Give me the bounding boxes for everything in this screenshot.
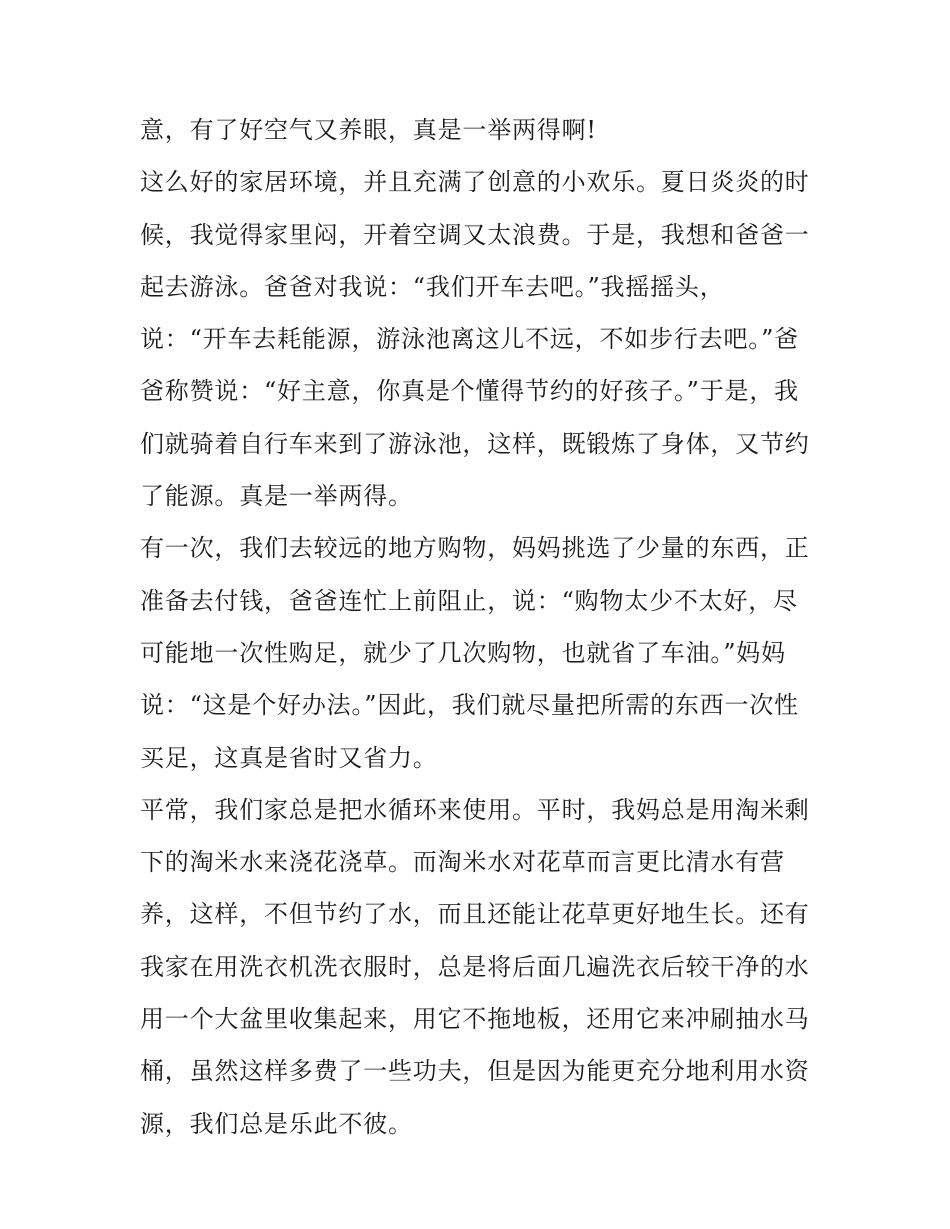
text-line: 用一个大盆里收集起来，用它不拖地板，还用它来冲刷抽水马 xyxy=(140,1005,810,1034)
text-line: 说：“这是个好办法。”因此，我们就尽量把所需的东西一次性 xyxy=(140,691,799,720)
text-line: 可能地一次性购足，就少了几次购物，也就省了车油。”妈妈 xyxy=(140,638,786,667)
text-line: 爸称赞说：“好主意，你真是个懂得节约的好孩子。”于是，我 xyxy=(140,377,799,406)
text-line: 这么好的家居环境，并且充满了创意的小欢乐。夏日炎炎的时 xyxy=(140,168,810,197)
text-line: 养，这样，不但节约了水，而且还能让花草更好地生长。还有 xyxy=(140,900,810,929)
text-line: 候，我觉得家里闷，开着空调又太浪费。于是，我想和爸爸一 xyxy=(140,220,810,249)
text-line: 们就骑着自行车来到了游泳池，这样，既锻炼了身体，又节约 xyxy=(140,429,810,458)
text-line: 下的淘米水来浇花浇草。而淘米水对花草而言更比清水有营 xyxy=(140,848,785,877)
text-line: 买足，这真是省时又省力。 xyxy=(140,743,438,772)
text-line: 我家在用洗衣机洗衣服时，总是将后面几遍洗衣后较干净的水 xyxy=(140,952,810,981)
text-line: 有一次，我们去较远的地方购物，妈妈挑选了少量的东西，正 xyxy=(140,534,810,563)
text-line: 起去游泳。爸爸对我说：“我们开车去吧。”我摇摇头， xyxy=(140,272,725,301)
text-line: 准备去付钱，爸爸连忙上前阻止，说：“购物太少不太好，尽 xyxy=(140,586,798,615)
text-line: 了能源。真是一举两得。 xyxy=(140,482,413,511)
text-line: 平常，我们家总是把水循环来使用。平时，我妈总是用淘米剩 xyxy=(140,795,810,824)
body-text xyxy=(140,104,820,1150)
text-line: 源，我们总是乐此不彼。 xyxy=(140,1109,413,1138)
text-line: 说：“开车去耗能源，游泳池离这儿不远，不如步行去吧。”爸 xyxy=(140,325,799,354)
text-line: 桶，虽然这样多费了一些功夫，但是因为能更充分地利用水资 xyxy=(140,1057,810,1086)
text-line: 意，有了好空气又养眼，真是一举两得啊! xyxy=(140,116,597,144)
